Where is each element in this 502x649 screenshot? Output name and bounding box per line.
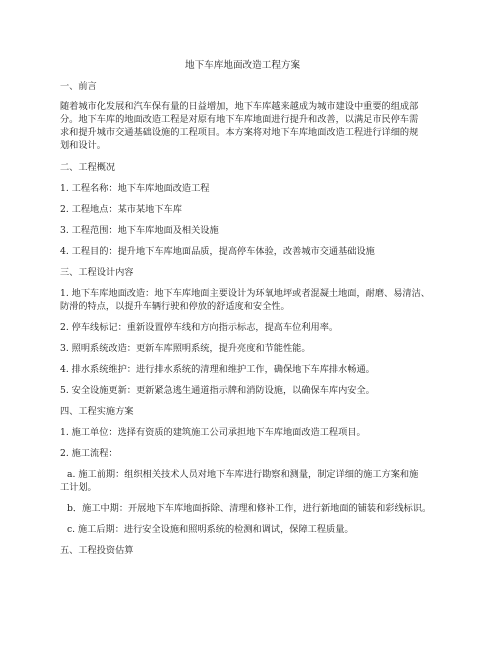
list-item: 1. 工程名称：地下车库地面改造工程 (60, 183, 210, 194)
list-item: 3. 照明系统改造：更新车库照明系统，提升亮度和节能性能。 (60, 343, 311, 354)
document-title: 地下车库地面改造工程方案 (185, 60, 301, 71)
list-item: 5. 安全设施更新：更新紧急逃生通道指示牌和消防设施，以确保车库内安全。 (60, 385, 375, 396)
list-item: 2. 停车线标记：重新设置停车线和方向指示标志，提高车位利用率。 (60, 322, 339, 333)
list-item-continuation: 防滑的特点，以提升车辆行驶和停放的舒适度和安全性。 (60, 301, 290, 312)
list-item: 3. 工程范围：地下车库地面及相关设施 (60, 225, 219, 236)
section-heading-overview: 二、工程概况 (60, 162, 116, 173)
paragraph-line: 分。地下车库的地面改造工程是对原有地下车库地面进行提升和改善，以满足市民停车需 (60, 114, 419, 125)
section-heading-design: 三、工程设计内容 (60, 267, 134, 278)
list-item: 2. 施工流程： (60, 448, 118, 459)
list-item: 4. 工程目的：提升地下车库地面品质，提高停车体验，改善城市交通基础设施 (60, 246, 375, 257)
sub-item: b．施工中期：开展地下车库地面拆除、清理和修补工作，进行新地面的铺装和彩线标识。 (67, 503, 432, 514)
paragraph-line: 随着城市化发展和汽车保有量的日益增加，地下车库越来越成为城市建设中重要的组成部 (60, 101, 419, 112)
sub-item: c. 施工后期：进行安全设施和照明系统的检测和调试，保障工程质量。 (67, 524, 354, 535)
section-heading-implementation: 四、工程实施方案 (60, 406, 134, 417)
list-item: 2. 工程地点：某市某地下车库 (60, 204, 182, 215)
section-heading-preface: 一、前言 (60, 81, 97, 92)
list-item: 4. 排水系统维护：进行排水系统的清理和维护工作，确保地下车库排水畅通。 (60, 364, 375, 375)
section-heading-budget: 五、工程投资估算 (60, 545, 134, 556)
list-item: 1. 施工单位：选择有资质的建筑施工公司承担地下车库地面改造工程项目。 (60, 427, 366, 438)
sub-item-continuation: 工计划。 (60, 482, 97, 493)
paragraph-line: 求和提升城市交通基础设施的工程项目。本方案将对地下车库地面改造工程进行详细的规 (60, 127, 419, 138)
paragraph-line: 划和设计。 (60, 140, 106, 151)
list-item: 1. 地下车库地面改造：地下车库地面主要设计为环氧地坪或者混凝土地面，耐磨、易清洁、 (60, 288, 430, 299)
sub-item: a. 施工前期：组织相关技术人员对地下车库进行勘察和测量，制定详细的施工方案和施 (67, 469, 419, 480)
